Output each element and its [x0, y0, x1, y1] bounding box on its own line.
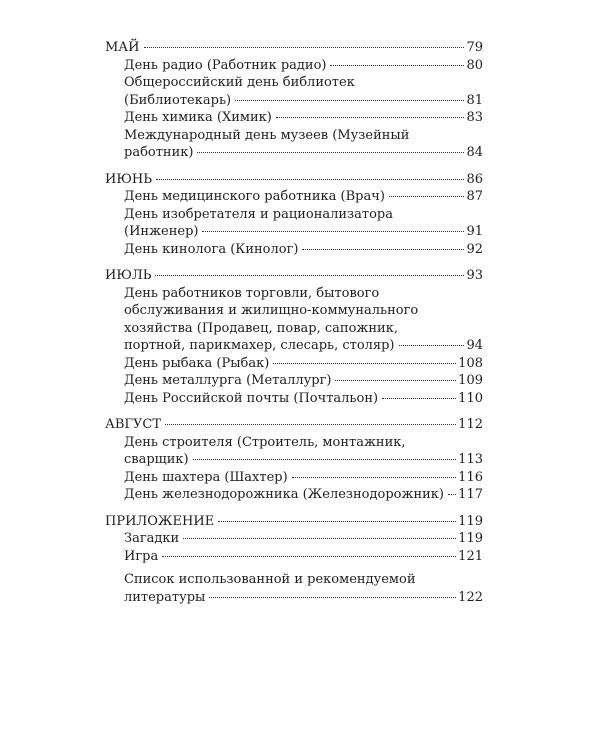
dot-leader: [389, 196, 465, 197]
section-heading-title: ИЮЛЬ: [105, 268, 152, 283]
table-of-contents: [105, 39, 483, 606]
dot-leader: [202, 231, 464, 232]
page-number: 110: [458, 390, 483, 406]
section-heading: [105, 267, 483, 285]
toc-entry-line-title: Список использованной и рекомендуемой: [124, 572, 416, 587]
toc-entry-line-title: День рыбака (Рыбак): [124, 355, 270, 371]
toc-entry-line-title: литературы: [124, 589, 206, 605]
page-number: 84: [466, 145, 483, 160]
toc-entry-line: [105, 355, 483, 373]
toc-entry-line: [105, 57, 483, 75]
dot-leader: [193, 459, 457, 460]
dot-leader: [382, 398, 456, 399]
dot-leader: [302, 249, 464, 250]
page-number: 83: [466, 110, 483, 125]
toc-entry-line-title: обслуживания и жилищно-коммунального: [124, 303, 419, 318]
toc-entry-line: [105, 223, 483, 241]
toc-entry-line: [105, 144, 483, 162]
toc-entry-line: [105, 206, 483, 224]
section-heading-title: АВГУСТ: [105, 417, 162, 432]
toc-entry-line: [105, 530, 483, 548]
dot-leader: [273, 363, 456, 364]
toc-entry-line: [105, 188, 483, 206]
toc-entry-line-title: День кинолога (Кинолог): [124, 241, 299, 257]
toc-entry-line-title: День радио (Работник радио): [124, 57, 327, 73]
toc-entry-line: [105, 320, 483, 338]
section-gap: [105, 258, 483, 267]
toc-entry-line: [105, 486, 483, 504]
toc-entry-line: [105, 434, 483, 452]
dot-leader: [183, 538, 456, 539]
section-heading-title: МАЙ: [105, 40, 140, 55]
toc-entry-line-title: День железнодорожника (Железнодорожник): [124, 487, 444, 502]
section-gap: [105, 407, 483, 416]
toc-entry-line: [105, 285, 483, 303]
toc-entry-line: [105, 451, 483, 469]
page-number: 116: [458, 469, 483, 485]
toc-entry-line-title: День химика (Химик): [124, 110, 272, 125]
toc-entry-line-title: День шахтера (Шахтер): [124, 469, 288, 485]
toc-entry-line-title: День строителя (Строитель, монтажник,: [124, 434, 406, 450]
toc-entry-line-title: работник): [124, 145, 194, 160]
toc-entry-line: [105, 372, 483, 390]
dot-leader: [209, 597, 456, 598]
dot-leader: [162, 556, 456, 557]
dot-leader: [156, 179, 465, 180]
toc-entry-line: [105, 571, 483, 589]
dot-leader: [330, 65, 464, 66]
toc-entry-line-title: портной, парикмахер, слесарь, столяр): [124, 338, 395, 353]
toc-entry-line-title: День медицинского работника (Врач): [124, 189, 385, 204]
page-number: 93: [466, 268, 483, 283]
toc-entry-line-title: День металлурга (Металлург): [124, 373, 332, 388]
page-number: 79: [466, 40, 483, 55]
page-number: 113: [458, 452, 483, 467]
toc-entry-line: [105, 469, 483, 487]
toc-entry-line-title: День изобретателя и рационализатора: [124, 206, 393, 222]
page-number: 117: [458, 487, 483, 502]
toc-entry-line: [105, 92, 483, 110]
dot-leader: [144, 47, 465, 48]
page-number: 108: [458, 355, 483, 371]
page-number: 91: [466, 224, 483, 239]
section-gap: [105, 504, 483, 513]
section-heading: [105, 513, 483, 531]
page-number: 94: [466, 338, 483, 353]
section-heading: [105, 39, 483, 57]
toc-entry-line-title: День работников торговли, бытового: [124, 285, 380, 301]
toc-entry-line: [105, 548, 483, 566]
toc-entry-line: [105, 302, 483, 320]
toc-entry-line-title: сварщик): [124, 452, 189, 467]
dot-leader: [197, 152, 464, 153]
page-number: 122: [458, 589, 483, 605]
dot-leader: [155, 275, 464, 276]
page-number: 81: [466, 92, 483, 108]
dot-leader: [218, 521, 456, 522]
toc-entry-line: [105, 127, 483, 145]
dot-leader: [335, 380, 456, 381]
toc-entry-line: [105, 337, 483, 355]
toc-entry-line: [105, 74, 483, 92]
page-number: 109: [458, 373, 483, 388]
page-number: 86: [466, 171, 483, 187]
page-number: 119: [458, 513, 483, 529]
section-gap: [105, 162, 483, 171]
toc-entry-line-title: хозяйства (Продавец, повар, сапожник,: [124, 320, 398, 336]
page-number: 87: [466, 189, 483, 204]
section-heading: [105, 171, 483, 189]
section-heading-title: ПРИЛОЖЕНИЕ: [105, 513, 215, 529]
dot-leader: [235, 100, 464, 101]
dot-leader: [165, 424, 456, 425]
toc-entry-line: [105, 109, 483, 127]
dot-leader: [292, 477, 457, 478]
page-number: 119: [458, 531, 483, 546]
page-number: 121: [458, 548, 483, 564]
section-heading-title: ИЮНЬ: [105, 171, 152, 187]
page-number: 80: [466, 57, 483, 73]
dot-leader: [276, 117, 465, 118]
toc-entry-line: [105, 589, 483, 607]
toc-entry-line-title: Игра: [124, 548, 159, 564]
toc-entry-line: [105, 390, 483, 408]
page-number: 112: [458, 417, 483, 432]
dot-leader: [448, 494, 456, 495]
toc-entry-line-title: (Инженер): [124, 224, 199, 239]
page-number: 92: [466, 241, 483, 257]
toc-entry-line-title: Загадки: [124, 531, 180, 546]
toc-entry-line: [105, 241, 483, 259]
toc-entry-line-title: Общероссийский день библиотек: [124, 75, 355, 90]
toc-entry-line-title: День Российской почты (Почтальон): [124, 390, 379, 406]
toc-entry-line-title: (Библиотекарь): [124, 92, 232, 108]
toc-entry-line-title: Международный день музеев (Музейный: [124, 127, 410, 143]
section-heading: [105, 416, 483, 434]
dot-leader: [399, 345, 465, 346]
